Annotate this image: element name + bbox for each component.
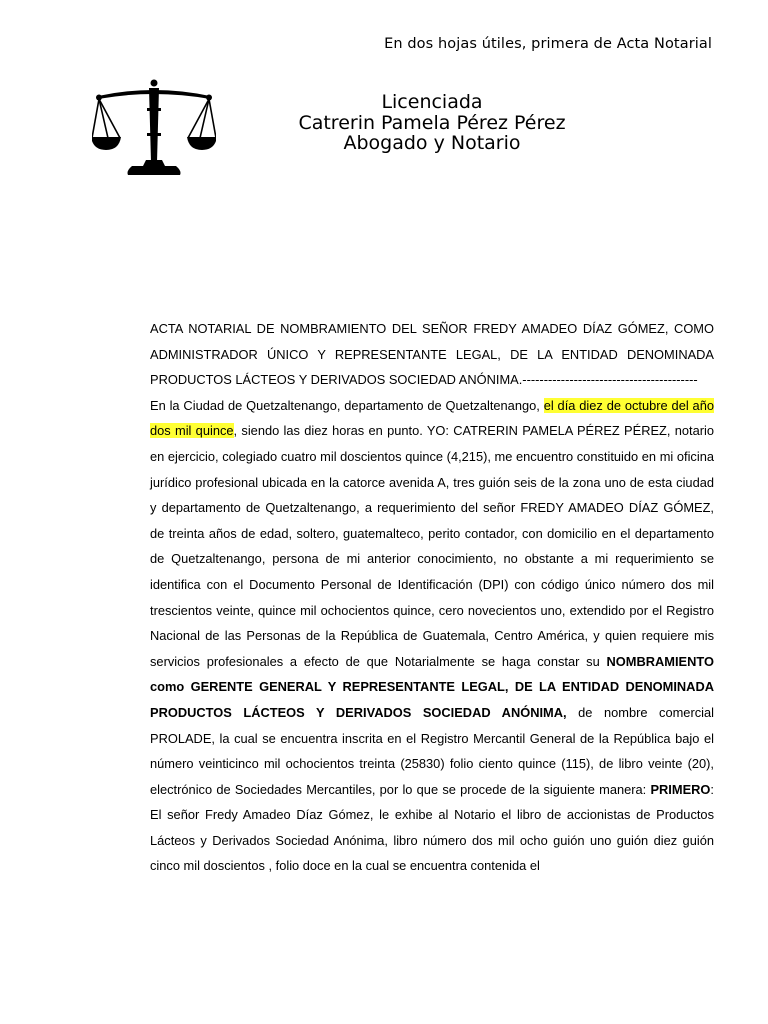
paragraph-text: : El señor Fredy Amadeo Díaz Gómez, le exhibe al Notario el libro de accionistas de Productos Lácteos y Derivados Sociedad Anónima, libro número dos mil ocho guión uno guión diez guión cinco mil doscientos , folio doce en la cual se encuentra contenida el <box>150 781 714 874</box>
document-body <box>150 316 714 879</box>
document-paragraph <box>150 393 714 879</box>
paragraph-text: de nombre comercial PROLADE, la cual se encuentra inscrita en el Registro Mercantil General de la República bajo el número veinticinco mil ochocientos treinta (25830) folio ciento quince (115), de libro veinte (20), electrónico de Sociedades Mercantiles, por lo que se procede de la siguiente manera: <box>150 704 714 797</box>
clause-primero-label: PRIMERO <box>650 781 711 797</box>
scales-of-justice-icon <box>92 78 216 178</box>
letterhead <box>232 92 632 154</box>
bold-appointment-text: NOMBRAMIENTO como GERENTE GENERAL Y REPRESENTANTE LEGAL, DE LA ENTIDAD DENOMINADA PRODUCTOS LÁCTEOS Y DERIVADOS SOCIEDAD ANÓNIMA, <box>150 653 714 720</box>
paragraph-text: En la Ciudad de Quetzaltenango, departamento de Quetzaltenango, <box>150 397 544 413</box>
paragraph-text: , siendo las diez horas en punto. YO: CATRERIN PAMELA PÉREZ PÉREZ, notario en ejercicio, colegiado cuatro mil doscientos quince (4,215), me encuentro constituido en mi oficina jurídico profesional ubicada en la catorce avenida A, tres guión seis de la zona uno de esta ciudad y departamento de Quetzaltenango, a requerimiento del señor FREDY AMADEO DÍAZ GÓMEZ, de treinta años de edad, soltero, guatemalteco, perito contador, con domicilio en el departamento de Quetzaltenango, persona de mi anterior conocimiento, no obstante a mi requerimiento se identifica con el Documento Personal de Identificación (DPI) con código único número dos mil trescientos veinte, quince mil ochocientos quince, cero novecientos uno, extendido por el Registro Nacional de las Personas de la República de Guatemala, Centro América, y quien requiere mis servicios profesionales a efecto de que Notarialmente se haga constar su <box>150 423 715 669</box>
letterhead-profession: Abogado y Notario <box>343 132 521 154</box>
letterhead-title: Licenciada <box>381 91 483 113</box>
highlighted-date: el día diez de octubre del año dos mil quince <box>150 397 714 439</box>
document-top-note: En dos hojas útiles, primera de Acta Notarial <box>384 36 712 52</box>
letterhead-name: Catrerin Pamela Pérez Pérez <box>298 111 566 134</box>
document-heading: ACTA NOTARIAL DE NOMBRAMIENTO DEL SEÑOR FREDY AMADEO DÍAZ GÓMEZ, COMO ADMINISTRADOR ÚNICO Y REPRESENTANTE LEGAL, DE LA ENTIDAD DENOMINADA PRODUCTOS LÁCTEOS Y DERIVADOS SOCIEDAD ANÓNIMA.----------------------------------------- <box>150 321 714 388</box>
